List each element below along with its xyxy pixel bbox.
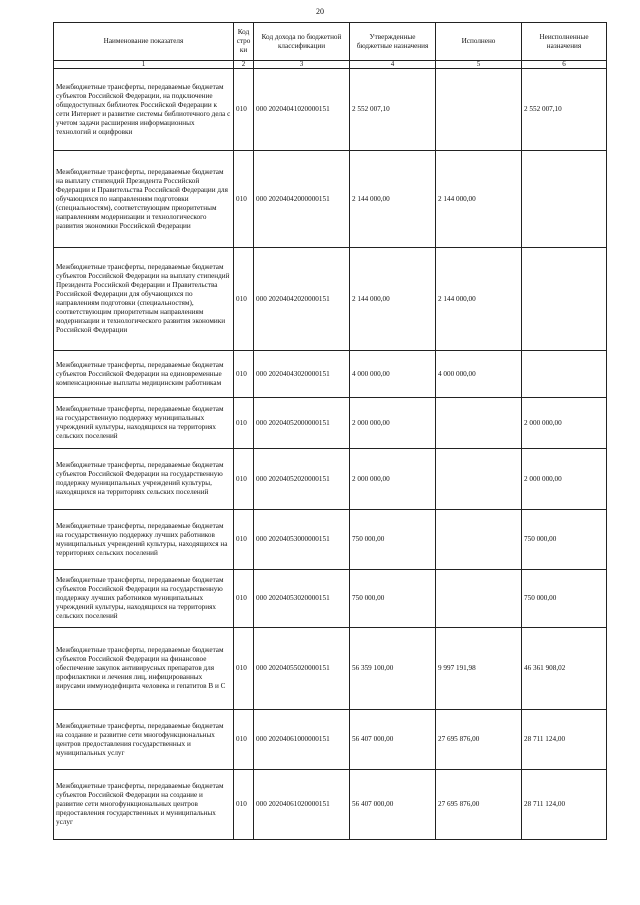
unexecuted-amount [522, 351, 607, 398]
approved-amount: 750 000,00 [350, 510, 436, 570]
executed-amount: 2 144 000,00 [436, 151, 522, 248]
income-code: 000 20204053000000151 [254, 510, 350, 570]
indicator-name: Межбюджетные трансферты, передаваемые бюджетам субъектов Российской Федерации, на подключение общедоступных библиотек Российской Федерации к сети Интернет и развитие системы библиотечного дела с учетом задачи расширения информационных технологий и оцифровки [54, 69, 234, 151]
executed-amount [436, 510, 522, 570]
line-code: 010 [234, 628, 254, 710]
executed-amount [436, 570, 522, 628]
line-code: 010 [234, 248, 254, 351]
approved-amount: 2 552 007,10 [350, 69, 436, 151]
income-code: 000 20204042000000151 [254, 151, 350, 248]
income-code: 000 20204042020000151 [254, 248, 350, 351]
executed-amount: 9 997 191,98 [436, 628, 522, 710]
indicator-name: Межбюджетные трансферты, передаваемые бюджетам на государственную поддержку муниципальных учреждений культуры, находящихся на территориях сельских поселений [54, 398, 234, 449]
unexecuted-amount: 750 000,00 [522, 570, 607, 628]
header-approved: Утвержденные бюджетные назначения [350, 23, 436, 61]
executed-amount: 27 695 876,00 [436, 770, 522, 840]
table-row [54, 628, 607, 710]
indicator-name: Межбюджетные трансферты, передаваемые бюджетам субъектов Российской Федерации на выплату стипендий Президента Российской Федерации и Правительства Российской Федерации для обучающихся по направлениям подготовки (специальностям), соответствующим приоритетным направлениям модернизации и технологического развития экономики Российской Федерации [54, 248, 234, 351]
header-line-code: Код стро ки [234, 23, 254, 61]
executed-amount [436, 69, 522, 151]
table-row [54, 351, 607, 398]
indicator-name: Межбюджетные трансферты, передаваемые бюджетам субъектов Российской Федерации на государственную поддержку муниципальных учреждений культуры, находящихся на территориях сельских поселений [54, 449, 234, 510]
executed-amount [436, 398, 522, 449]
unexecuted-amount: 750 000,00 [522, 510, 607, 570]
income-code: 000 20204053020000151 [254, 570, 350, 628]
header-unexecuted: Неисполненные назначения [522, 23, 607, 61]
executed-amount [436, 449, 522, 510]
table-row [54, 510, 607, 570]
table-row [54, 770, 607, 840]
indicator-name: Межбюджетные трансферты, передаваемые бюджетам на государственную поддержку лучших работников муниципальных учреждений культуры, находящихся на территориях сельских поселений [54, 510, 234, 570]
unexecuted-amount: 28 711 124,00 [522, 710, 607, 770]
approved-amount: 56 359 100,00 [350, 628, 436, 710]
indicator-name: Межбюджетные трансферты, передаваемые бюджетам субъектов Российской Федерации на государственную поддержку лучших работников муниципальных учреждений культуры, находящихся на территориях сельских поселений [54, 570, 234, 628]
indicator-name: Межбюджетные трансферты, передаваемые бюджетам субъектов Российской Федерации на единовременные компенсационные выплаты медицинским работникам [54, 351, 234, 398]
indicator-name: Межбюджетные трансферты, передаваемые бюджетам субъектов Российской Федерации на финансовое обеспечение закупок антивирусных препаратов для профилактики и лечения лиц, инфицированных вирусами иммунодефицита человека и гепатитов В и С [54, 628, 234, 710]
header-name: Наименование показателя [54, 23, 234, 61]
line-code: 010 [234, 351, 254, 398]
header-row [54, 23, 607, 61]
table-row [54, 710, 607, 770]
approved-amount: 56 407 000,00 [350, 770, 436, 840]
approved-amount: 56 407 000,00 [350, 710, 436, 770]
income-code: 000 20204061000000151 [254, 710, 350, 770]
unexecuted-amount [522, 248, 607, 351]
income-code: 000 20204041020000151 [254, 69, 350, 151]
line-code: 010 [234, 770, 254, 840]
approved-amount: 2 000 000,00 [350, 398, 436, 449]
approved-amount: 750 000,00 [350, 570, 436, 628]
line-code: 010 [234, 69, 254, 151]
line-code: 010 [234, 398, 254, 449]
table-row [54, 398, 607, 449]
header-executed: Исполнено [436, 23, 522, 61]
executed-amount: 4 000 000,00 [436, 351, 522, 398]
unexecuted-amount: 28 711 124,00 [522, 770, 607, 840]
income-code: 000 20204055020000151 [254, 628, 350, 710]
indicator-name: Межбюджетные трансферты, передаваемые бюджетам на создание и развитие сети многофункциональных центров предоставления государственных и муниципальных услуг [54, 710, 234, 770]
column-number: 1 [54, 61, 234, 69]
income-code: 000 20204061020000151 [254, 770, 350, 840]
executed-amount: 27 695 876,00 [436, 710, 522, 770]
income-code: 000 20204052020000151 [254, 449, 350, 510]
approved-amount: 2 000 000,00 [350, 449, 436, 510]
indicator-name: Межбюджетные трансферты, передаваемые бюджетам на выплату стипендий Президента Российской Федерации и Правительства Российской Федерации для обучающихся по направлениям подготовки (специальностям), соответствующим приоритетным направлениям модернизации и технологического развития экономики Российской Федерации [54, 151, 234, 248]
income-code: 000 20204052000000151 [254, 398, 350, 449]
table-row [54, 449, 607, 510]
approved-amount: 4 000 000,00 [350, 351, 436, 398]
column-number: 2 [234, 61, 254, 69]
unexecuted-amount: 2 000 000,00 [522, 398, 607, 449]
unexecuted-amount: 2 000 000,00 [522, 449, 607, 510]
approved-amount: 2 144 000,00 [350, 151, 436, 248]
line-code: 010 [234, 510, 254, 570]
line-code: 010 [234, 151, 254, 248]
line-code: 010 [234, 449, 254, 510]
column-number: 5 [436, 61, 522, 69]
unexecuted-amount: 2 552 007,10 [522, 69, 607, 151]
column-numbers-row [54, 61, 607, 69]
page-number: 20 [316, 7, 324, 16]
header-income-code: Код дохода по бюджетной классификации [254, 23, 350, 61]
column-number: 6 [522, 61, 607, 69]
table-row [54, 151, 607, 248]
income-code: 000 20204043020000151 [254, 351, 350, 398]
table-row [54, 69, 607, 151]
line-code: 010 [234, 570, 254, 628]
column-number: 3 [254, 61, 350, 69]
indicator-name: Межбюджетные трансферты, передаваемые бюджетам субъектов Российской Федерации на создание и развитие сети многофункциональных центров предоставления государственных и муниципальных услуг [54, 770, 234, 840]
approved-amount: 2 144 000,00 [350, 248, 436, 351]
unexecuted-amount: 46 361 908,02 [522, 628, 607, 710]
column-number: 4 [350, 61, 436, 69]
line-code: 010 [234, 710, 254, 770]
unexecuted-amount [522, 151, 607, 248]
executed-amount: 2 144 000,00 [436, 248, 522, 351]
table-row [54, 248, 607, 351]
table-row [54, 570, 607, 628]
budget-execution-table [53, 22, 607, 840]
